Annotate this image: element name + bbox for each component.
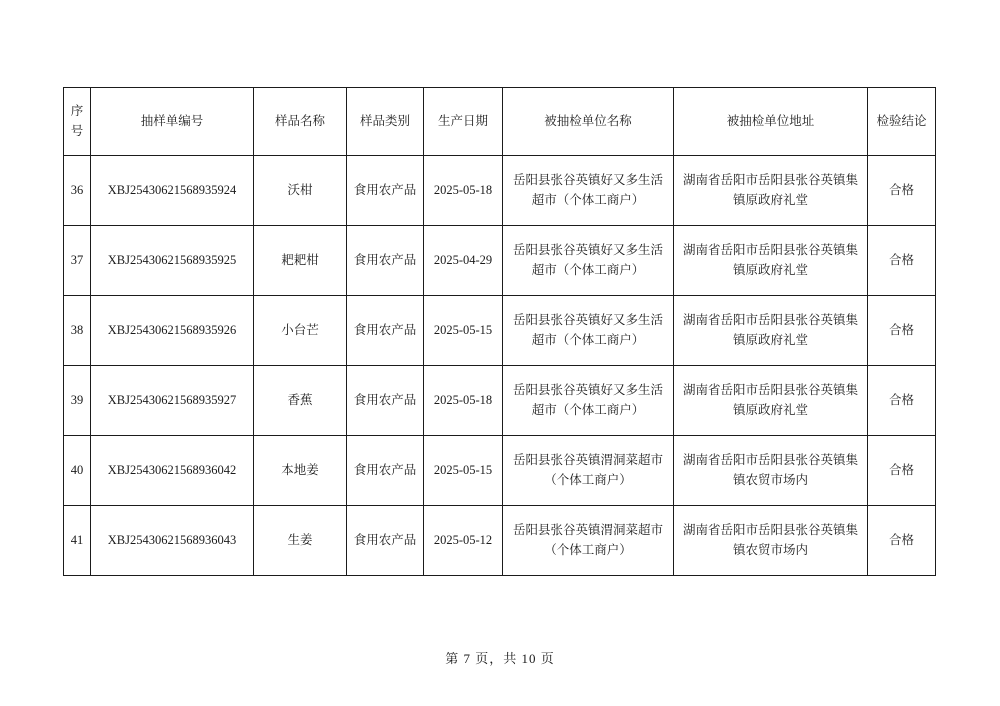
cell-unit_address: 湖南省岳阳市岳阳县张谷英镇集镇原政府礼堂: [674, 226, 868, 296]
cell-sample_category: 食用农产品: [347, 156, 424, 226]
cell-sample_no: XBJ25430621568936042: [91, 436, 254, 506]
cell-unit_address: 湖南省岳阳市岳阳县张谷英镇集镇农贸市场内: [674, 506, 868, 576]
table-row: [64, 506, 936, 576]
column-header-index: 序号: [64, 88, 91, 156]
cell-production_date: 2025-05-12: [424, 506, 503, 576]
cell-index: 38: [64, 296, 91, 366]
table-body: [64, 156, 936, 576]
cell-sample_name: 本地姜: [254, 436, 347, 506]
table-row: [64, 366, 936, 436]
cell-sample_no: XBJ25430621568935924: [91, 156, 254, 226]
cell-sample_category: 食用农产品: [347, 436, 424, 506]
cell-sample_name: 香蕉: [254, 366, 347, 436]
cell-sample_no: XBJ25430621568935926: [91, 296, 254, 366]
cell-unit_name: 岳阳县张谷英镇好又多生活超市（个体工商户）: [503, 156, 674, 226]
cell-sample_name: 生姜: [254, 506, 347, 576]
cell-conclusion: 合格: [868, 226, 936, 296]
cell-index: 37: [64, 226, 91, 296]
cell-unit_name: 岳阳县张谷英镇好又多生活超市（个体工商户）: [503, 366, 674, 436]
cell-index: 39: [64, 366, 91, 436]
cell-sample_category: 食用农产品: [347, 366, 424, 436]
cell-sample_name: 耙耙柑: [254, 226, 347, 296]
table-header-row: [64, 88, 936, 156]
cell-sample_category: 食用农产品: [347, 296, 424, 366]
cell-production_date: 2025-05-18: [424, 366, 503, 436]
cell-unit_address: 湖南省岳阳市岳阳县张谷英镇集镇原政府礼堂: [674, 366, 868, 436]
cell-production_date: 2025-04-29: [424, 226, 503, 296]
column-header-unit_name: 被抽检单位名称: [503, 88, 674, 156]
table-row: [64, 226, 936, 296]
column-header-production_date: 生产日期: [424, 88, 503, 156]
cell-conclusion: 合格: [868, 156, 936, 226]
cell-conclusion: 合格: [868, 436, 936, 506]
table-row: [64, 296, 936, 366]
cell-sample_category: 食用农产品: [347, 226, 424, 296]
cell-unit_address: 湖南省岳阳市岳阳县张谷英镇集镇农贸市场内: [674, 436, 868, 506]
cell-unit_name: 岳阳县张谷英镇好又多生活超市（个体工商户）: [503, 296, 674, 366]
cell-conclusion: 合格: [868, 506, 936, 576]
cell-sample_category: 食用农产品: [347, 506, 424, 576]
cell-sample_name: 沃柑: [254, 156, 347, 226]
cell-production_date: 2025-05-15: [424, 436, 503, 506]
sampling-results-table: [63, 87, 936, 576]
cell-production_date: 2025-05-18: [424, 156, 503, 226]
cell-unit_name: 岳阳县张谷英镇好又多生活超市（个体工商户）: [503, 226, 674, 296]
cell-sample_no: XBJ25430621568936043: [91, 506, 254, 576]
cell-production_date: 2025-05-15: [424, 296, 503, 366]
cell-unit_name: 岳阳县张谷英镇渭洞菜超市（个体工商户）: [503, 436, 674, 506]
cell-unit_address: 湖南省岳阳市岳阳县张谷英镇集镇原政府礼堂: [674, 156, 868, 226]
column-header-unit_address: 被抽检单位地址: [674, 88, 868, 156]
cell-index: 41: [64, 506, 91, 576]
column-header-conclusion: 检验结论: [868, 88, 936, 156]
table-row: [64, 436, 936, 506]
cell-conclusion: 合格: [868, 366, 936, 436]
cell-sample_no: XBJ25430621568935925: [91, 226, 254, 296]
cell-sample_name: 小台芒: [254, 296, 347, 366]
cell-index: 36: [64, 156, 91, 226]
cell-unit_name: 岳阳县张谷英镇渭洞菜超市（个体工商户）: [503, 506, 674, 576]
table-row: [64, 156, 936, 226]
cell-index: 40: [64, 436, 91, 506]
column-header-sample_category: 样品类别: [347, 88, 424, 156]
cell-conclusion: 合格: [868, 296, 936, 366]
cell-sample_no: XBJ25430621568935927: [91, 366, 254, 436]
cell-unit_address: 湖南省岳阳市岳阳县张谷英镇集镇原政府礼堂: [674, 296, 868, 366]
column-header-sample_name: 样品名称: [254, 88, 347, 156]
page-number-footer: 第 7 页，共 10 页: [445, 651, 555, 666]
column-header-sample_no: 抽样单编号: [91, 88, 254, 156]
table-header: [64, 88, 936, 156]
